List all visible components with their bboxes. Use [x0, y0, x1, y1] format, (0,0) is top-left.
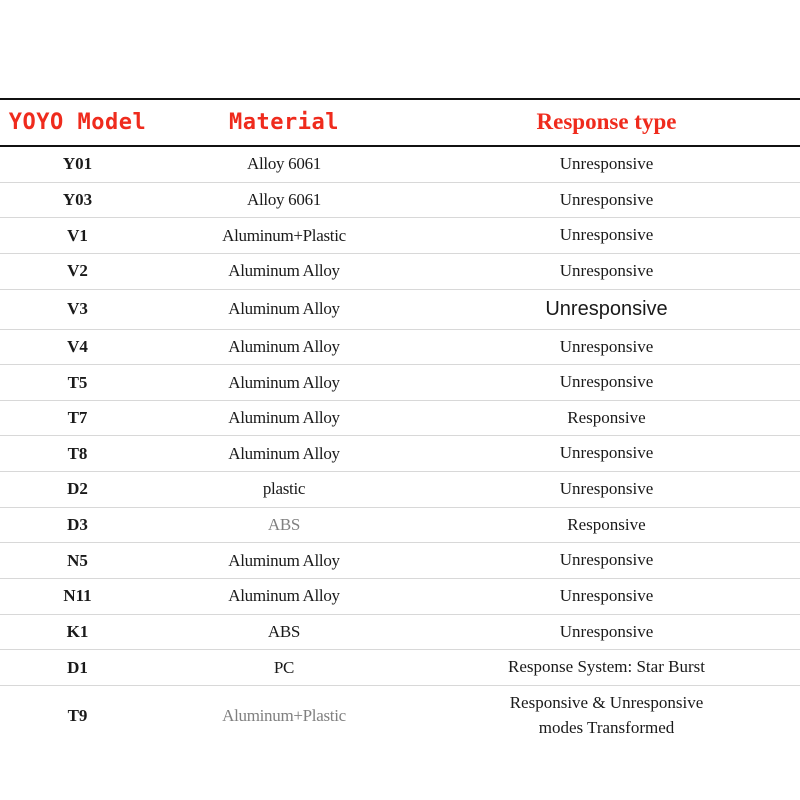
cell-material: Aluminum Alloy	[155, 329, 413, 365]
cell-model: D1	[0, 650, 155, 686]
cell-material: Aluminum+Plastic	[155, 218, 413, 254]
cell-model: N5	[0, 543, 155, 579]
cell-response: Unresponsive	[413, 329, 800, 365]
table-row	[0, 329, 800, 365]
cell-material: ABS	[155, 614, 413, 650]
spec-table	[0, 98, 800, 745]
cell-response: Unresponsive	[413, 253, 800, 289]
cell-model: V1	[0, 218, 155, 254]
table-header	[0, 99, 800, 146]
cell-response: Unresponsive	[413, 365, 800, 401]
cell-response-line-1: Responsive & Unresponsive	[509, 692, 704, 712]
cell-material: Aluminum Alloy	[155, 365, 413, 401]
cell-response: Unresponsive	[413, 579, 800, 615]
table-row	[0, 436, 800, 472]
column-header-material: Material	[155, 99, 413, 146]
cell-model: T9	[67, 705, 88, 725]
cell-response: Response System: Star Burst	[413, 650, 800, 686]
table-row	[0, 289, 800, 329]
cell-material: Aluminum Alloy	[155, 253, 413, 289]
cell-response	[413, 685, 800, 745]
cell-model: K1	[0, 614, 155, 650]
table-row	[0, 685, 800, 745]
header-row	[0, 99, 800, 146]
table-row	[0, 614, 800, 650]
cell-material: plastic	[155, 472, 413, 508]
column-header-response: Response type	[413, 99, 800, 146]
cell-model: V3	[0, 289, 155, 329]
cell-model: D2	[0, 472, 155, 508]
table-row	[0, 579, 800, 615]
cell-material: PC	[155, 650, 413, 686]
table-row	[0, 182, 800, 218]
cell-model: D3	[0, 507, 155, 543]
table-row	[0, 253, 800, 289]
cell-response-line-2: modes Transformed	[538, 717, 675, 737]
column-header-model: YOYO Model	[0, 99, 155, 146]
table-row	[0, 543, 800, 579]
table-row	[0, 650, 800, 686]
cell-response: Responsive	[413, 507, 800, 543]
cell-material: Alloy 6061	[155, 182, 413, 218]
cell-model: N11	[0, 579, 155, 615]
cell-material: Aluminum Alloy	[155, 400, 413, 436]
cell-model: Y01	[0, 146, 155, 182]
cell-model: V2	[0, 253, 155, 289]
cell-model: V4	[0, 329, 155, 365]
cell-response: Unresponsive	[413, 614, 800, 650]
table-row	[0, 218, 800, 254]
table-row	[0, 146, 800, 182]
cell-material: Alloy 6061	[155, 146, 413, 182]
cell-model: T7	[0, 400, 155, 436]
cell-model: T5	[0, 365, 155, 401]
cell-material: ABS	[155, 507, 413, 543]
cell-model: Y03	[0, 182, 155, 218]
cell-material: Aluminum Alloy	[155, 543, 413, 579]
cell-model: T8	[0, 436, 155, 472]
spec-table-container	[0, 98, 800, 745]
cell-response: Unresponsive	[413, 182, 800, 218]
cell-response: Unresponsive	[413, 146, 800, 182]
table-row	[0, 365, 800, 401]
cell-material: Aluminum+Plastic	[222, 705, 346, 725]
table-body	[0, 146, 800, 745]
cell-material: Aluminum Alloy	[155, 579, 413, 615]
cell-response: Responsive	[413, 400, 800, 436]
table-row	[0, 507, 800, 543]
cell-material: Aluminum Alloy	[155, 436, 413, 472]
cell-response: Unresponsive	[413, 218, 800, 254]
cell-response: Unresponsive	[413, 543, 800, 579]
cell-response: Unresponsive	[413, 289, 800, 329]
cell-material: Aluminum Alloy	[155, 289, 413, 329]
table-row	[0, 472, 800, 508]
table-row	[0, 400, 800, 436]
cell-response: Unresponsive	[413, 472, 800, 508]
cell-response: Unresponsive	[413, 436, 800, 472]
